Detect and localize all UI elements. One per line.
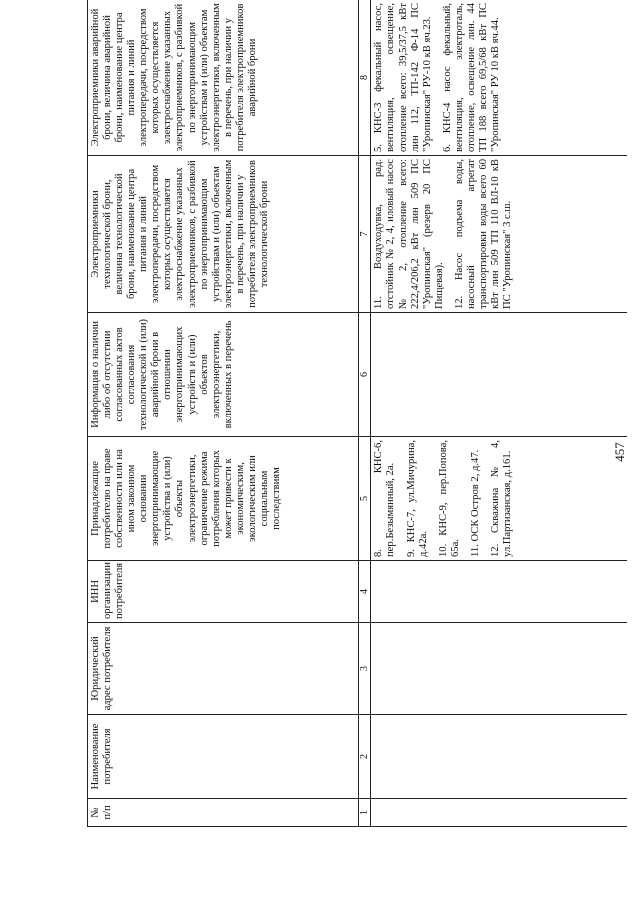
header-cell: № п/п xyxy=(88,799,359,827)
list-item: 11. ОСК Остров 2, д.47. xyxy=(469,449,481,557)
table-row xyxy=(371,0,628,827)
cell-empty xyxy=(371,561,628,623)
list-item: 5. КНС-3 фекальный насос, вентиляция, освещение, отопление всего: 39,5/37,5 кВт лин 112, ТП-142 Ф-14 ПС "Уропинская" РУ-10 кВ яч.23. xyxy=(373,3,433,152)
header-cell: ИНН организации потребителя xyxy=(88,561,359,623)
equipment-list-cell xyxy=(371,437,628,561)
list-item: 8. КНС-6, пер.Безымянный, 2а. xyxy=(373,440,397,557)
column-number: 1 xyxy=(359,799,371,827)
page-number: 457 xyxy=(612,442,627,462)
list-item: 10. КНС-9, пер.Попова, 65а. xyxy=(437,440,461,557)
list-item: 12. Скважина № 4, ул.Партизанская, д.161. xyxy=(489,440,513,557)
column-number: 2 xyxy=(359,715,371,799)
list-item: 6. КНС-4 насос фекальный, вентиляция, электроталь, отопление, освещение лин. 44 ТП 188 всего 69,5/68 кВт ПС "Уропинская" РУ 10 кВ яч.44. xyxy=(441,3,501,152)
column-number: 4 xyxy=(359,561,371,623)
column-number: 3 xyxy=(359,623,371,715)
list-item: 12. Насос подъема воды, насосный агрегат транспортировки воды всего 60 кВт лин 509 ТП 110 ВЛ-10 кВ ПС "Уропинская" 3 с.ш. xyxy=(453,159,514,309)
list-item: 11. Воздуходувка, рад. отстойник № 2, 4, иловый насос № 2, отопление всего: 222,4/206,2 кВт лин 509 ПС "Уропинская" (резерв 20 ПС Пищевая). xyxy=(373,159,445,309)
column-number-row xyxy=(359,0,371,827)
column-number: 6 xyxy=(359,313,371,437)
emergency-reserve-cell xyxy=(371,0,628,156)
list-item: 9. КНС-7, ул.Мичурина, д.42а. xyxy=(405,440,429,557)
header-cell: Принадлежащие потребителю на праве собственности или на ином законном основании энергопринимающие устройства и (или) объекты электроэнергетики, ограничение режима потребления которых может привести к экономическим, экологическим или социальным последствиям xyxy=(88,437,359,561)
cell-empty xyxy=(371,623,628,715)
cell-empty xyxy=(371,799,628,827)
column-number: 7 xyxy=(359,156,371,313)
cell-empty xyxy=(371,715,628,799)
header-row xyxy=(88,0,359,827)
header-cell: Электроприемники аварийной брони, величина аварийной брони, наименование центра питания и линий электропередачи, посредством которых осуществляется электроснабжение указанных электроприемников, с разбивкой по энергопринимающим устройствам и (или) объектам электроэнергетики, включенным в перечень, при наличии у потребителя электроприемников аварийной брони xyxy=(88,0,359,156)
header-cell: Электроприемники технологической брони, величина технологической брони, наименование центра питания и линий электропередачи, посредством которых осуществляется электроснабжение указанных электроприемников, с разбивкой по энергопринимающим устройствам и (или) объектам электроэнергетики, включенным в перечень, при наличии у потребителя электроприемников технологической брони xyxy=(88,156,359,313)
header-cell: Наименование потребителя xyxy=(88,715,359,799)
header-cell: Информация о наличии либо об отсутствии согласованных актов согласования технологической и (или) аварийной брони в отношении энергопринимающих устройств и (или) объектов электроэнергетики, включенных в перечень xyxy=(88,313,359,437)
tech-reserve-cell xyxy=(371,156,628,313)
consumer-table xyxy=(87,0,627,827)
cell-empty xyxy=(371,313,628,437)
column-number: 8 xyxy=(359,0,371,156)
column-number: 5 xyxy=(359,437,371,561)
header-cell: Юридический адрес потребителя xyxy=(88,623,359,715)
